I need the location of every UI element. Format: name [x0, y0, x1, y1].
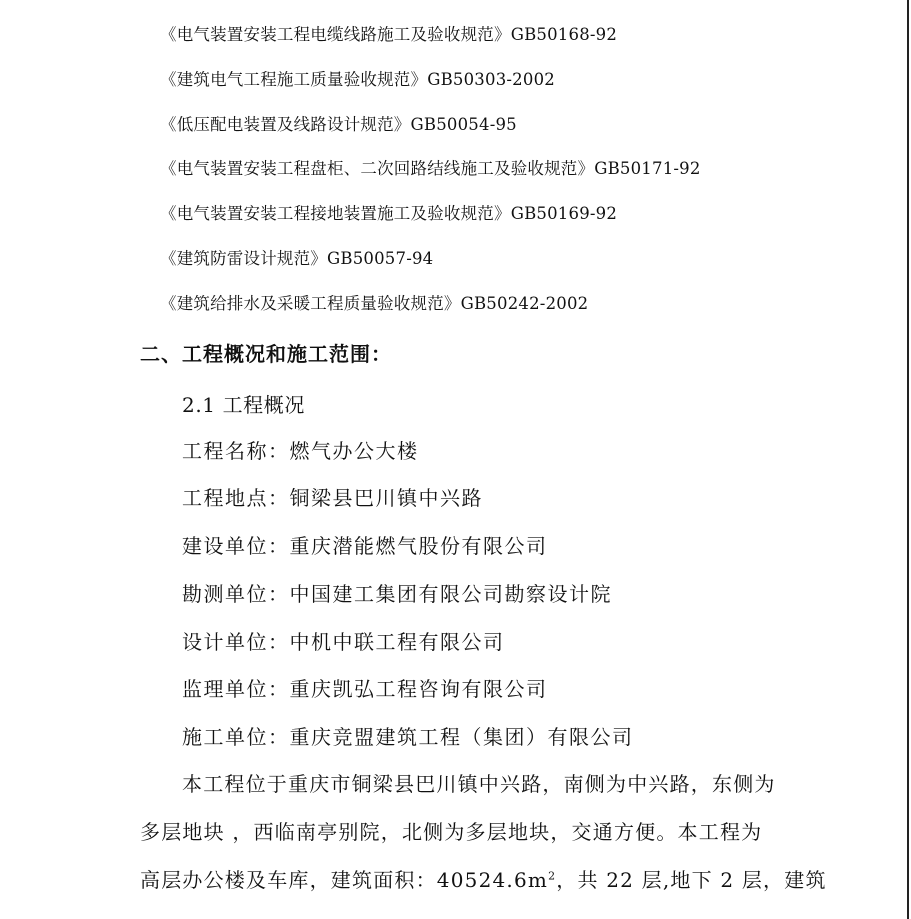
supervision-unit: 监理单位：重庆凯弘工程咨询有限公司 — [182, 677, 548, 701]
reference-item: 《建筑防雷设计规范》GB50057-94 — [160, 249, 434, 268]
project-location: 工程地点：铜梁县巴川镇中兴路 — [182, 486, 483, 510]
project-name: 工程名称：燃气办公大楼 — [182, 439, 419, 463]
description-line-2: 多层地块 ，西临南亭别院，北侧为多层地块，交通方便。本工程为 — [140, 820, 763, 844]
reference-item: 《低压配电装置及线路设计规范》GB50054-95 — [160, 115, 517, 134]
design-unit: 设计单位：中机中联工程有限公司 — [182, 630, 505, 654]
contractor-unit: 施工单位：重庆竞盟建筑工程（集团）有限公司 — [182, 725, 634, 749]
description-line-3-text: 高层办公楼及车库，建筑面积：40524.6m — [140, 868, 549, 892]
construction-owner: 建设单位：重庆潜能燃气股份有限公司 — [182, 534, 548, 558]
survey-unit: 勘测单位：中国建工集团有限公司勘察设计院 — [182, 582, 612, 606]
reference-item: 《建筑给排水及采暖工程质量验收规范》GB50242-2002 — [160, 294, 589, 313]
area-unit-superscript: 2 — [548, 869, 557, 883]
section-title: 二、工程概况和施工范围： — [140, 342, 392, 366]
reference-item: 《建筑电气工程施工质量验收规范》GB50303-2002 — [160, 70, 555, 89]
subsection-title: 2.1 工程概况 — [182, 393, 305, 417]
description-line-1: 本工程位于重庆市铜梁县巴川镇中兴路，南侧为中兴路，东侧为 — [182, 772, 776, 796]
reference-item: 《电气装置安装工程盘柜、二次回路结线施工及验收规范》GB50171-92 — [160, 159, 701, 178]
description-line-3 — [140, 870, 827, 890]
reference-item: 《电气装置安装工程电缆线路施工及验收规范》GB50168-92 — [160, 25, 618, 44]
reference-item: 《电气装置安装工程接地装置施工及验收规范》GB50169-92 — [160, 204, 618, 223]
description-line-3-rest: ，共 22 层,地下 2 层，建筑 — [556, 868, 827, 892]
